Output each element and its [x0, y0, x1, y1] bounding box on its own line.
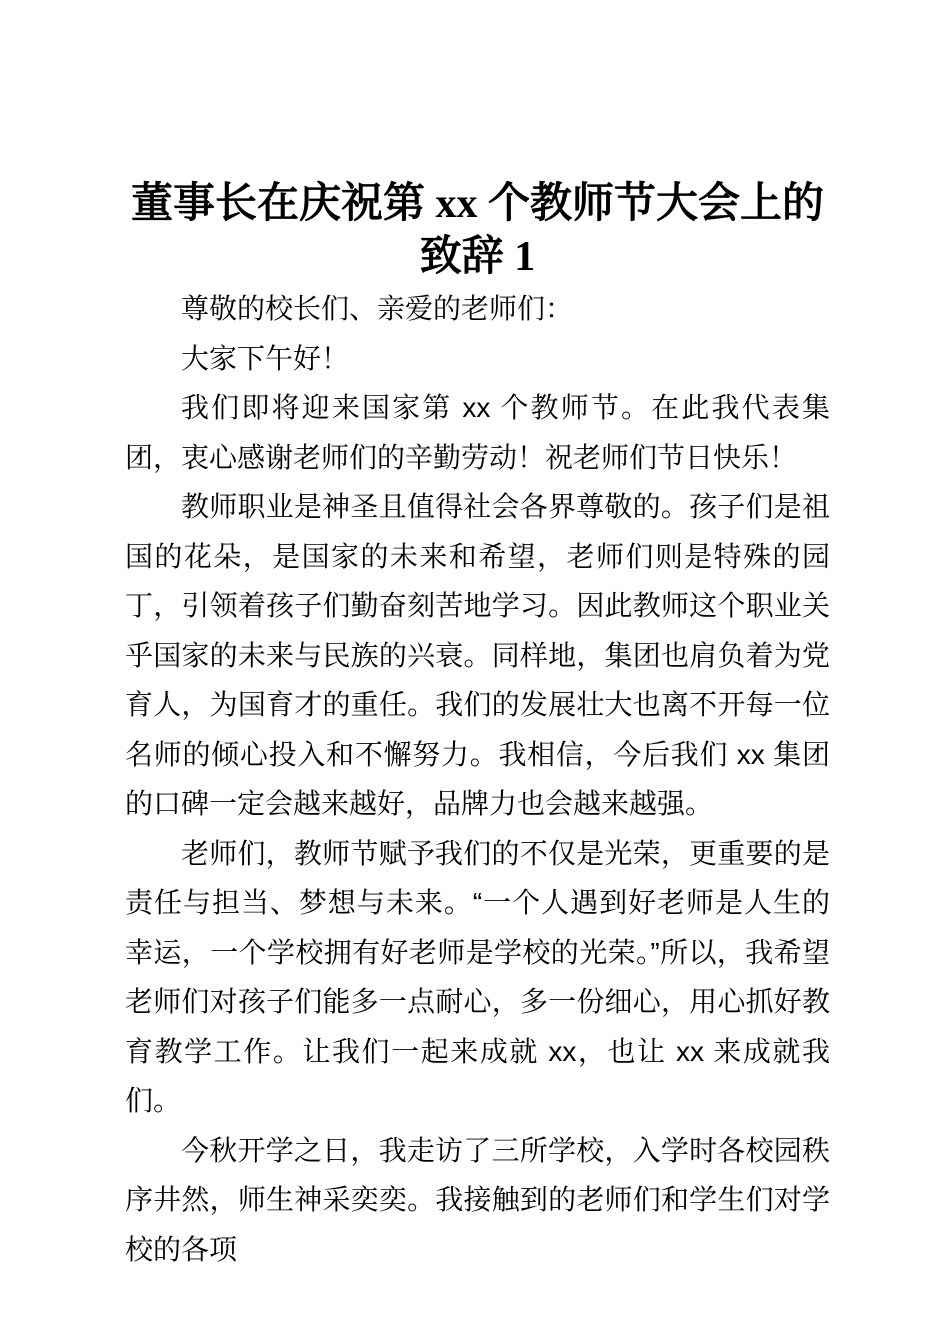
- paragraph-opening: 我们即将迎来国家第 xx 个教师节。在此我代表集团，衷心感谢老师们的辛勤劳动！祝老师们节日快乐！: [125, 392, 830, 473]
- paragraph-greeting: 大家下午好！: [181, 342, 350, 374]
- paragraph-salutation: 尊敬的校长们、亲爱的老师们：: [181, 293, 574, 324]
- document-title: 董事长在庆祝第 xx 个教师节大会上的致辞 1: [130, 181, 824, 280]
- document-content: [125, 0, 830, 1274]
- paragraph-school-visit: 今秋开学之日，我走访了三所学校，入学时各校园秩序井然，师生神采奕奕。我接触到的老师们和学生们对学校的各项: [125, 1134, 830, 1265]
- paragraph-responsibility: 老师们，教师节赋予我们的不仅是光荣，更重要的是责任与担当、梦想与未来。“一个人遇到好老师是人生的幸运，一个学校拥有好老师是学校的光荣。”所以，我希望老师们对孩子们能多一点耐心，多一份细心，用心抓好教育教学工作。让我们一起来成就 xx，也让 xx 来成就我们。: [125, 837, 830, 1116]
- document-body: [125, 284, 830, 1274]
- paragraph-teacher-profession: 教师职业是神圣且值得社会各界尊敬的。孩子们是祖国的花朵，是国家的未来和希望，老师们则是特殊的园丁，引领着孩子们勤奋刻苦地学习。因此教师这个职业关乎国家的未来与民族的兴衰。同样地，集团也肩负着为党育人，为国育才的重任。我们的发展壮大也离不开每一位名师的倾心投入和不懈努力。我相信，今后我们 xx 集团的口碑一定会越来越好，品牌力也会越来越强。: [125, 491, 830, 819]
